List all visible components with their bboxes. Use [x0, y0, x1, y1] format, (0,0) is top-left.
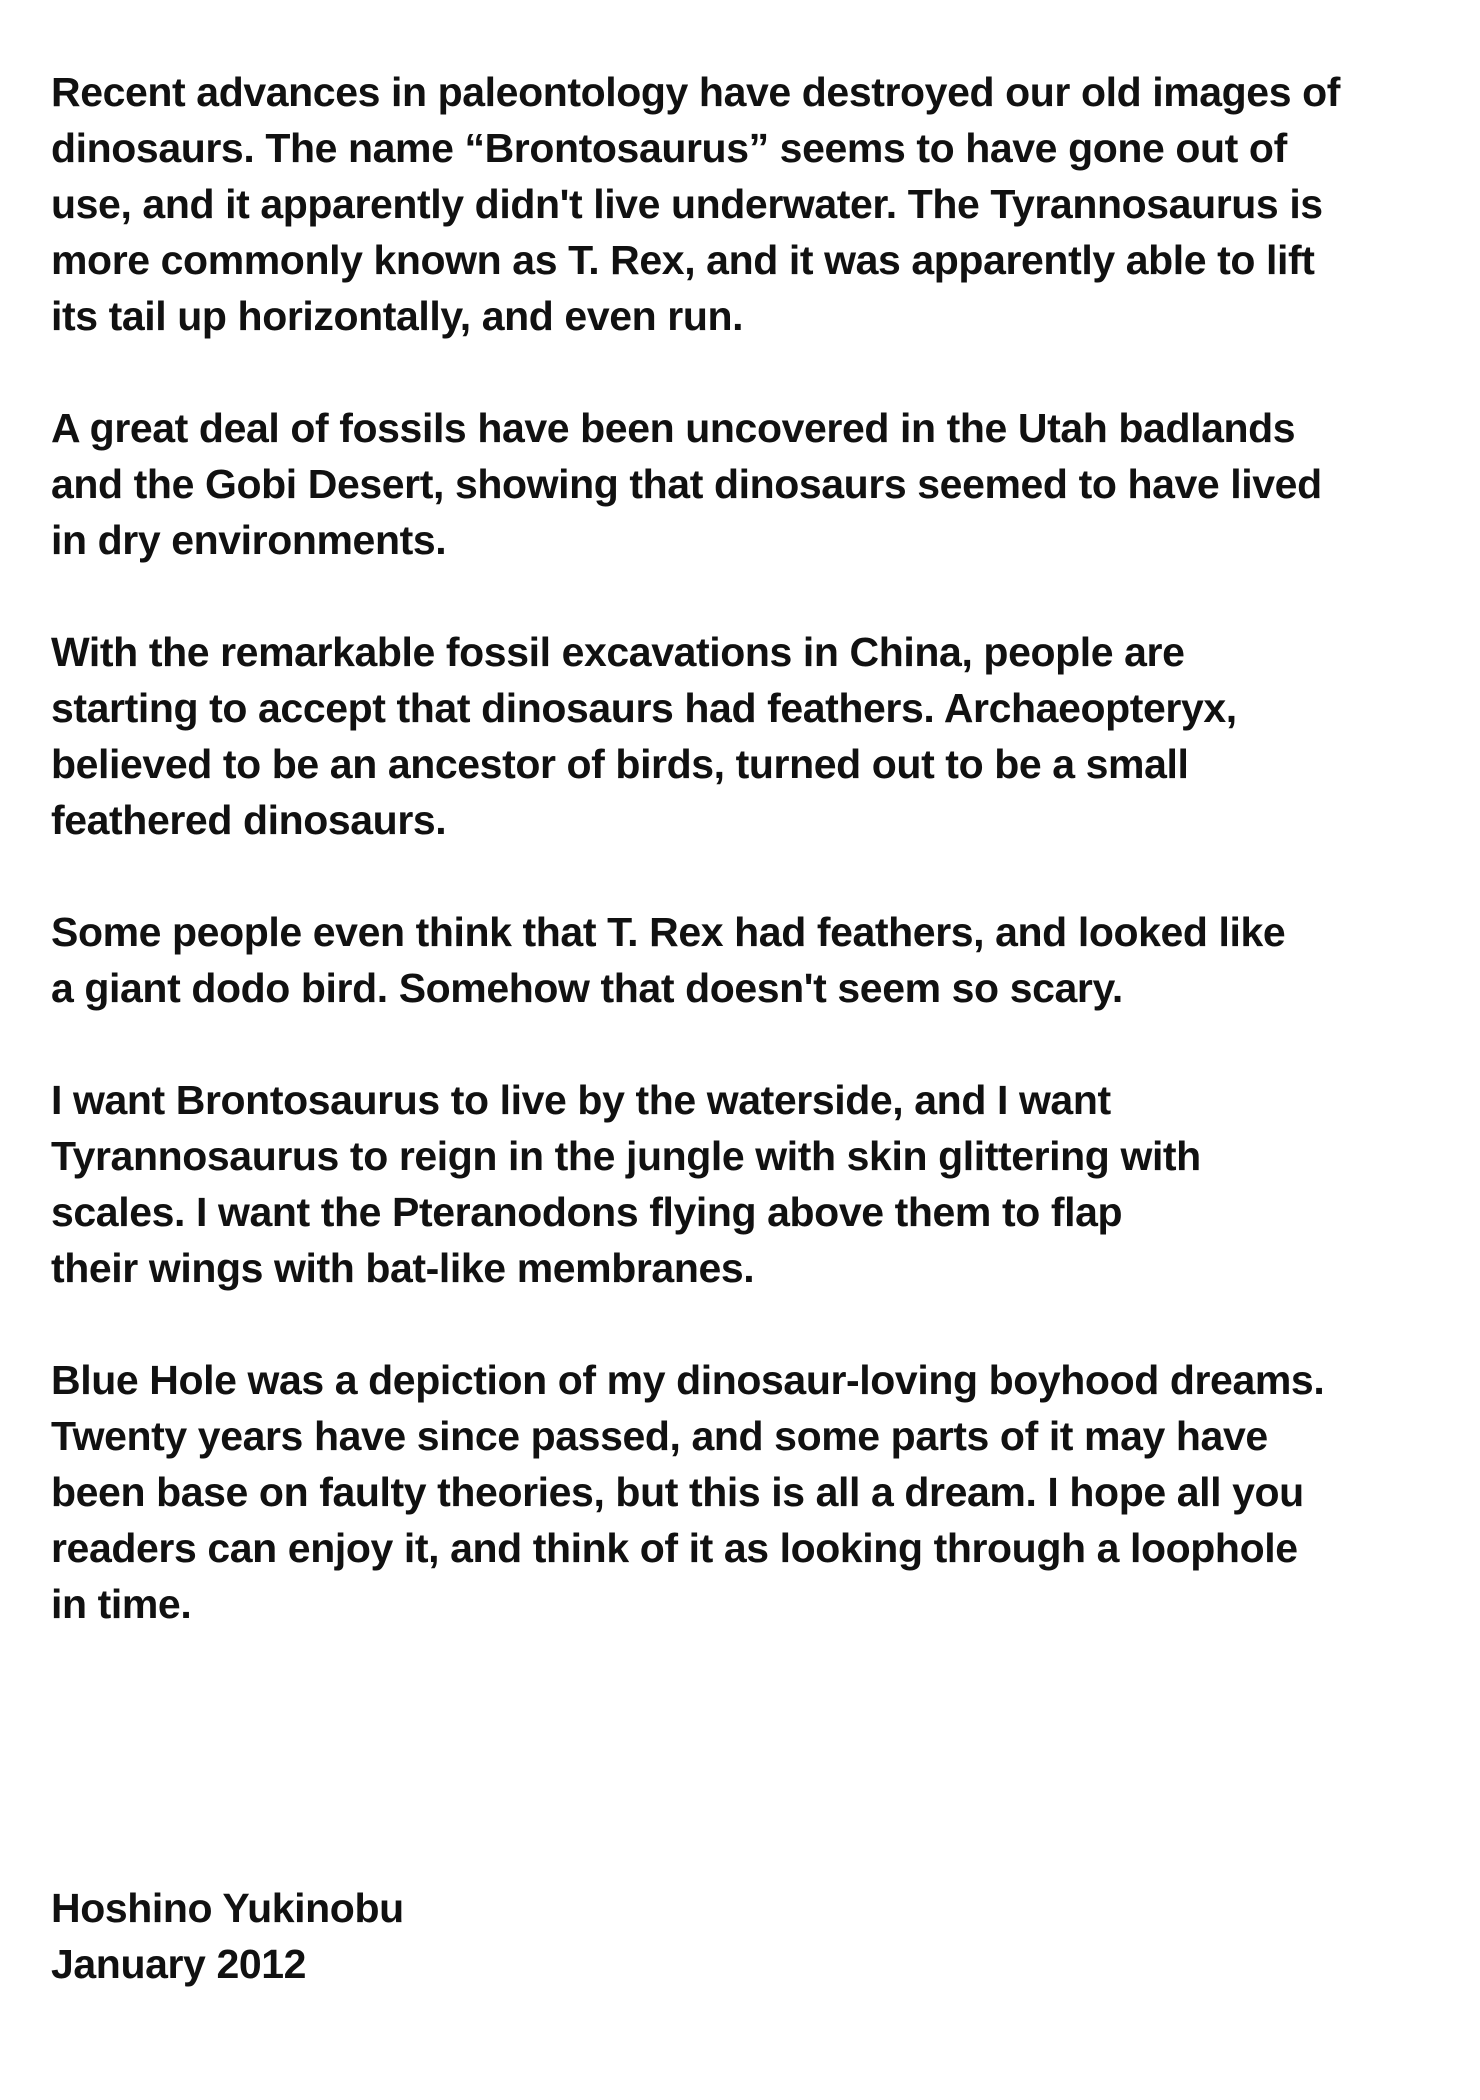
- text-line: Blue Hole was a depiction of my dinosaur-loving boyhood dreams.: [51, 1357, 1325, 1403]
- signature-date: January 2012: [51, 1941, 307, 1987]
- afterword-body: [51, 64, 1451, 1688]
- text-line: a giant dodo bird. Somehow that doesn't seem so scary.: [51, 965, 1123, 1011]
- text-line: Recent advances in paleontology have destroyed our old images of: [51, 69, 1341, 115]
- text-line: I want Brontosaurus to live by the waterside, and I want: [51, 1077, 1111, 1123]
- paragraph-fossil-locations: [51, 400, 1451, 568]
- text-line: been base on faulty theories, but this is all a dream. I hope all you: [51, 1469, 1304, 1515]
- text-line: dinosaurs. The name “Brontosaurus” seems to have gone out of: [51, 125, 1287, 171]
- text-line: Twenty years have since passed, and some parts of it may have: [51, 1413, 1268, 1459]
- text-line: Some people even think that T. Rex had feathers, and looked like: [51, 909, 1286, 955]
- text-line: and the Gobi Desert, showing that dinosaurs seemed to have lived: [51, 461, 1322, 507]
- text-line: A great deal of fossils have been uncovered in the Utah badlands: [51, 405, 1296, 451]
- author-name: Hoshino Yukinobu: [51, 1885, 404, 1931]
- text-line: more commonly known as T. Rex, and it was apparently able to lift: [51, 237, 1315, 283]
- paragraph-feathered-dinosaurs: [51, 624, 1451, 848]
- text-line: their wings with bat-like membranes.: [51, 1245, 755, 1291]
- text-line: starting to accept that dinosaurs had feathers. Archaeopteryx,: [51, 685, 1237, 731]
- paragraph-author-wishes: [51, 1072, 1451, 1296]
- text-line: in dry environments.: [51, 517, 447, 563]
- text-line: its tail up horizontally, and even run.: [51, 293, 744, 339]
- text-line: With the remarkable fossil excavations in China, people are: [51, 629, 1185, 675]
- paragraph-paleontology-advances: [51, 64, 1451, 344]
- text-line: use, and it apparently didn't live underwater. The Tyrannosaurus is: [51, 181, 1323, 227]
- text-line: feathered dinosaurs.: [51, 797, 447, 843]
- text-line: believed to be an ancestor of birds, turned out to be a small: [51, 741, 1189, 787]
- paragraph-trex-feathers: [51, 904, 1451, 1016]
- text-line: Tyrannosaurus to reign in the jungle with skin glittering with: [51, 1133, 1201, 1179]
- paragraph-blue-hole-dream: [51, 1352, 1451, 1632]
- signature-block: [51, 1880, 951, 1992]
- text-line: in time.: [51, 1581, 192, 1627]
- text-line: readers can enjoy it, and think of it as looking through a loophole: [51, 1525, 1298, 1571]
- text-line: scales. I want the Pteranodons flying above them to flap: [51, 1189, 1123, 1235]
